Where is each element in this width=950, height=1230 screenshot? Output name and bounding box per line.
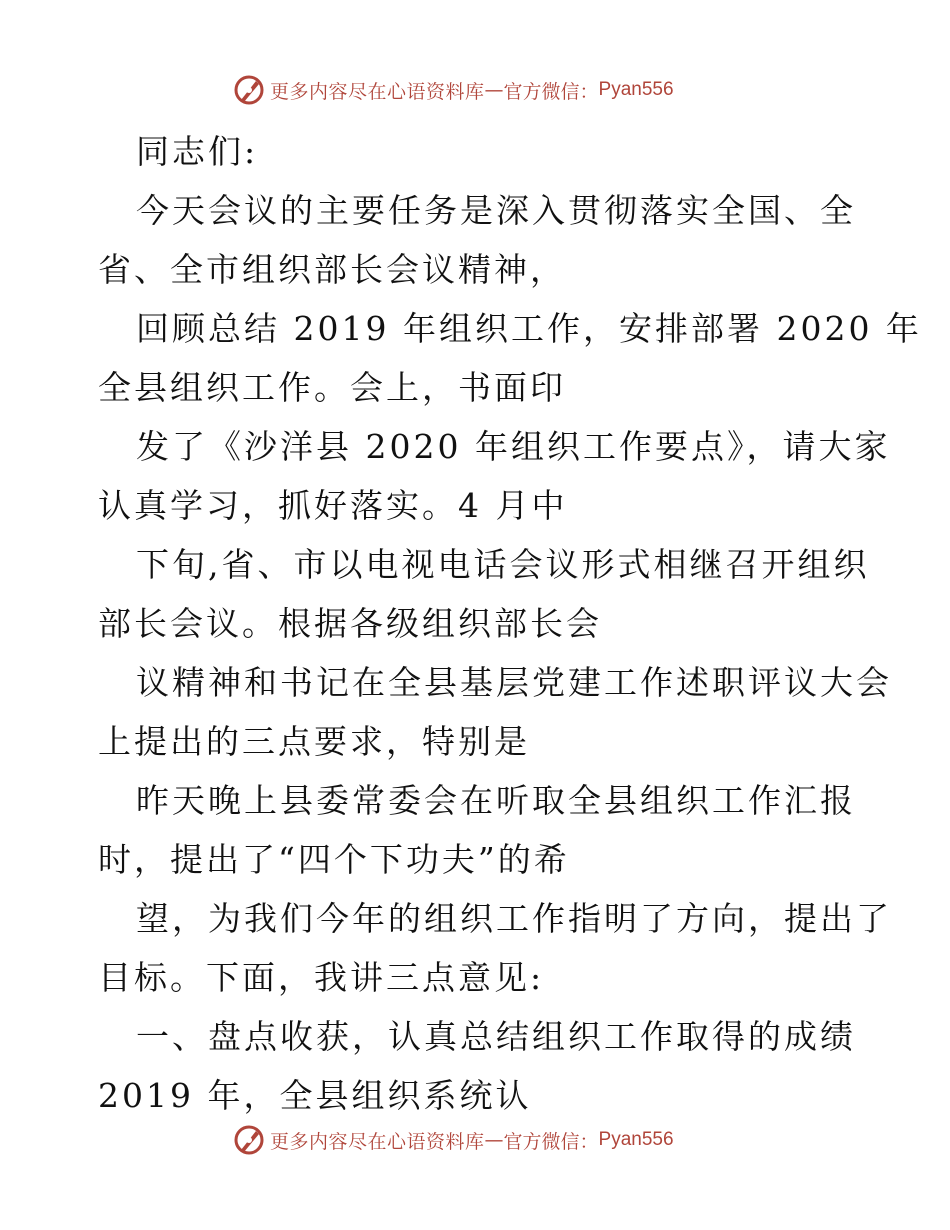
text-line: 下旬,省、市以电视电话会议形式相继召开组织 [136,545,870,584]
watermark-id: Pyan556 [598,1129,674,1150]
text-line: 目标。下面，我讲三点意见: [98,958,545,997]
footer-watermark [232,1122,674,1158]
text-line: 一、盘点收获，认真总结组织工作取得的成绩 [136,1017,856,1056]
watermark-separator: — [484,1129,504,1151]
text-line: 回顾总结 2019 年组织工作，安排部署 2020 年 [136,309,922,348]
text-line: 同志们: [136,132,259,171]
text-line: 望，为我们今年的组织工作指明了方向，提出了 [136,899,892,938]
text-line: 2019 年，全县组织系统认 [98,1076,532,1115]
text-line: 今天会议的主要任务是深入贯彻落实全国、全 [136,191,856,230]
text-line: 省、全市组织部长会议精神， [98,250,566,289]
text-line: 上提出的三点要求，特别是 [98,722,530,761]
watermark-text: 更多内容尽在心语资料库 [270,1130,485,1153]
text-line: 昨天晚上县委常委会在听取全县组织工作汇报 [136,781,856,820]
watermark-text: 更多内容尽在心语资料库 [270,80,485,103]
text-line: 认真学习，抓好落实。4 月中 [98,486,568,525]
text-line: 议精神和书记在全县基层党建工作述职评议大会 [136,663,892,702]
text-line: 部长会议。根据各级组织部长会 [98,604,602,643]
text-line: 时，提出了“四个下功夫”的希 [98,840,570,879]
watermark-label: 官方微信： [503,80,599,103]
pen-circle-icon [232,1123,266,1157]
header-watermark [232,72,674,108]
watermark-separator: — [484,79,504,101]
text-line: 发了《沙洋县 2020 年组织工作要点》，请大家 [136,427,891,466]
watermark-id: Pyan556 [598,79,674,100]
pen-circle-icon [232,73,266,107]
watermark-label: 官方微信： [503,1130,599,1153]
document-body [98,122,922,1125]
text-line: 全县组织工作。会上，书面印 [98,368,566,407]
